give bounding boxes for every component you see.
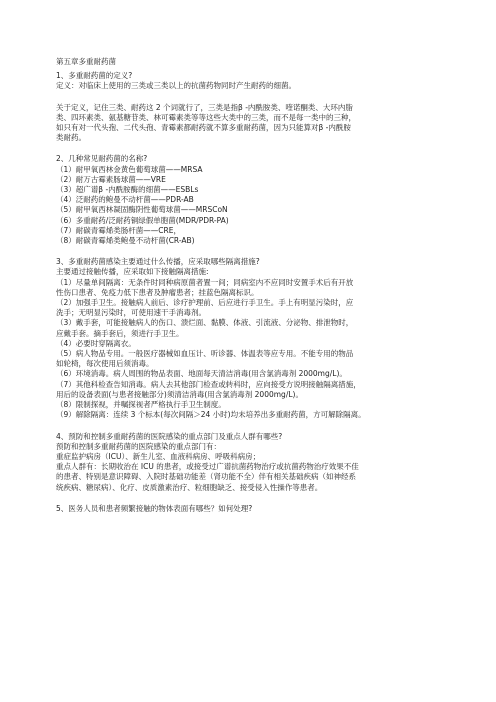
list-item: （7）耐碳青霉烯类肠杆菌——CRE， (56, 225, 181, 235)
list-item: （5）耐甲氧西林凝固酶阴性葡萄球菌——MRSCoN (56, 205, 228, 215)
section-intro: 主要通过接触传播，应采取如下接触隔离措施: (56, 267, 209, 277)
question-1: 1、多重耐药菌的定义? (56, 71, 133, 81)
chapter-title: 第五章多重耐药菌 (56, 57, 116, 66)
paragraph-line: 用后的设备表面(与患者接触部分)须清洁消毒(用含氯消毒剂 2000mg/L)。 (56, 389, 303, 399)
paragraph-line: 洗手；无明显污染时，可使用速干手消毒剂。 (56, 308, 206, 318)
paragraph-line: （3）戴手套，可能接触病人的伤口、溃烂面、黏膜、体液、引流液、分泌物、排泄物时， (56, 318, 354, 328)
document-page (56, 57, 442, 514)
list-item: （4）泛耐药的鲍曼不动杆菌——PDR-AB (56, 195, 194, 205)
paragraph-line: （8）限制探视，并嘱探视者严格执行手卫生制度。 (56, 400, 226, 410)
paragraph-line: （7）其他科检查告知消毒。病人去其他部门检查或转科时，应向接受方说明接触隔离措施， (56, 379, 361, 389)
paragraph-line: 应戴手套。摘手套后，须进行手卫生。 (56, 328, 184, 338)
paragraph-line: 如轮椅，每次使用后须消毒。 (56, 359, 154, 369)
paragraph-line: 预防和控制多重耐药菌的医院感染的重点部门有： (56, 441, 221, 451)
paragraph-line: （1）尽量单间隔离：无条件时同种病原菌者置一间；同病室内不应同时安置手术后有开放 (56, 277, 354, 287)
note-line: 类耐药。 (56, 133, 86, 143)
question-2: 2、几种常见耐药菌的名称? (56, 154, 148, 164)
list-item: （1）耐甲氧西林金黄色葡萄球菌——MRSA (56, 164, 203, 174)
paragraph-line: （9）解除隔离：连续 3 个标本(每次间隔＞24 小时)均未培养出多重耐药菌，方可解除隔离。 (56, 410, 366, 420)
list-item: （6）多重耐药/泛耐药铜绿假单胞菌(MDR/PDR-PA) (56, 215, 229, 225)
paragraph-line: 的患者、特别是意识障碍、入院时基础功能差（肾功能不全）伴有相关基础疾病（如神经系 (56, 472, 356, 482)
list-item: （2）耐万古霉素肠球菌——VRE (56, 174, 166, 184)
definition-text: 定义：对临床上使用的三类或三类以上的抗菌药物同时产生耐药的细菌。 (56, 81, 296, 91)
question-3: 3、多重耐药菌感染主要通过什么传播，应采取哪些隔离措施? (56, 257, 260, 267)
paragraph-line: （2）加强手卫生。接触病人前后、诊疗护理前、后应进行手卫生。手上有明显污染时，应 (56, 298, 354, 308)
paragraph-line: 重点人群有：长期收治在 ICU 的患者，或接受过广谱抗菌药物治疗或抗菌药物治疗效果不佳 (56, 462, 359, 472)
paragraph-line: （4）必要时穿隔离衣。 (56, 338, 136, 348)
note-line: 关于定义，记住三类、耐药这 2 个词就行了，三类是指β -内酰胺类、喹诺酮类、大环内脂 (56, 102, 353, 112)
question-4: 4、预防和控制多重耐药菌的医院感染的重点部门及重点人群有哪些? (56, 431, 283, 441)
paragraph-line: 性伤口患者、免疫力低下患者及肿瘤患者；挂蓝色隔离标识。 (56, 287, 259, 297)
note-line: 如只有对一代头孢、二代头孢、青霉素都耐药就不算多重耐药菌，因为只能算对β -内酰胺 (56, 123, 351, 133)
list-item: （3）超广谱β -内酰胺酶的细菌——ESBLs (56, 185, 199, 195)
paragraph-line: （6）环境消毒。病人周围的物品表面、地面每天清洁消毒(用含氯消毒剂 2000mg/L)。 (56, 369, 347, 379)
list-item: （8）耐碳青霉烯类鲍曼不动杆菌(CR-AB) (56, 236, 195, 246)
question-5: 5、医务人员和患者频繁接触的物体表面有哪些？如何处理? (56, 503, 253, 513)
paragraph-line: 重症监护病房（ICU）、新生儿室、血液科病房、呼吸科病房； (56, 451, 261, 461)
note-line: 类、四环素类、氨基糖苷类、林可霉素类等等这些大类中的三类，而不是每一类中的三种， (56, 112, 356, 122)
paragraph-line: （5）病人物品专用。一般医疗器械如血压计、听诊器、体温表等应专用。不能专用的物品 (56, 349, 354, 359)
paragraph-line: 统疾病、糖尿病）、化疗、皮质激素治疗、粒细胞缺乏、接受侵入性操作等患者。 (56, 482, 323, 492)
